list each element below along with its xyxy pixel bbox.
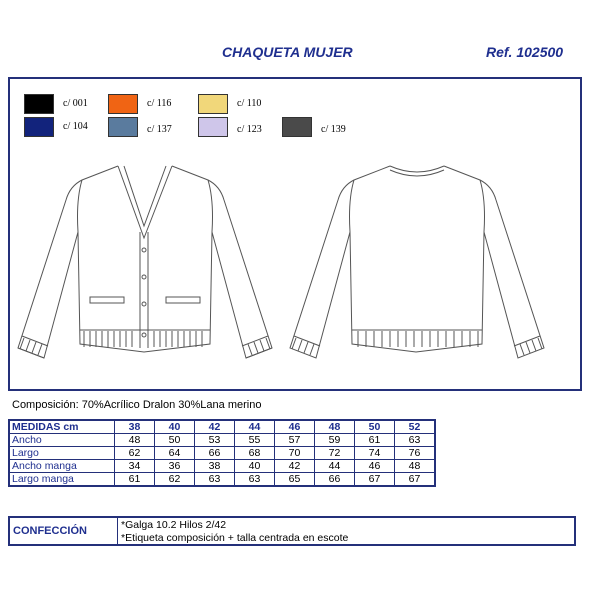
table-cell: 48 [115, 434, 155, 447]
row-label: Largo manga [9, 473, 115, 487]
table-cell: 53 [195, 434, 235, 447]
table-cell: 42 [275, 460, 315, 473]
table-cell: 66 [195, 447, 235, 460]
table-row [9, 473, 435, 487]
size-header: 46 [275, 420, 315, 434]
table-cell: 63 [195, 473, 235, 487]
table-cell: 65 [275, 473, 315, 487]
table-cell: 34 [115, 460, 155, 473]
measurements-table [8, 419, 436, 487]
table-header-label: MEDIDAS cm [9, 420, 115, 434]
table-cell: 66 [315, 473, 355, 487]
confeccion-box [8, 516, 576, 546]
reference-number: Ref. 102500 [486, 44, 564, 60]
size-header: 52 [395, 420, 436, 434]
cardigan-front-drawing [18, 166, 272, 358]
color-code-001: c/ 001 [63, 98, 88, 109]
size-header: 42 [195, 420, 235, 434]
confeccion-notes [118, 518, 348, 544]
color-code-137: c/ 137 [147, 124, 172, 135]
table-cell: 48 [395, 460, 436, 473]
table-cell: 38 [195, 460, 235, 473]
color-code-104: c/ 104 [63, 121, 88, 132]
row-label: Largo [9, 447, 115, 460]
table-header-row [9, 420, 435, 434]
table-cell: 62 [115, 447, 155, 460]
color-code-139: c/ 139 [321, 124, 346, 135]
size-header: 40 [155, 420, 195, 434]
size-header: 44 [235, 420, 275, 434]
confeccion-line: *Etiqueta composición + talla centrada en escote [121, 532, 349, 544]
table-cell: 74 [355, 447, 395, 460]
composition-text: Composición: 70%Acrílico Dralon 30%Lana merino [12, 399, 262, 411]
table-cell: 70 [275, 447, 315, 460]
confeccion-label: CONFECCIÓN [10, 518, 118, 544]
table-row [9, 460, 435, 473]
table-cell: 44 [315, 460, 355, 473]
table-cell: 62 [155, 473, 195, 487]
table-cell: 63 [235, 473, 275, 487]
cardigan-back-drawing [290, 166, 544, 358]
document-title: CHAQUETA MUJER [222, 44, 353, 60]
table-cell: 67 [355, 473, 395, 487]
table-cell: 68 [235, 447, 275, 460]
color-code-116: c/ 116 [147, 98, 172, 109]
table-cell: 63 [395, 434, 436, 447]
button-icons [142, 248, 146, 337]
table-cell: 67 [395, 473, 436, 487]
table-cell: 76 [395, 447, 436, 460]
table-cell: 57 [275, 434, 315, 447]
color-code-110: c/ 110 [237, 98, 262, 109]
table-cell: 40 [235, 460, 275, 473]
table-cell: 59 [315, 434, 355, 447]
table-row [9, 447, 435, 460]
table-cell: 50 [155, 434, 195, 447]
table-cell: 64 [155, 447, 195, 460]
table-cell: 61 [355, 434, 395, 447]
color-code-123: c/ 123 [237, 124, 262, 135]
row-label: Ancho [9, 434, 115, 447]
size-header: 38 [115, 420, 155, 434]
table-cell: 36 [155, 460, 195, 473]
table-cell: 72 [315, 447, 355, 460]
table-row [9, 434, 435, 447]
size-header: 48 [315, 420, 355, 434]
confeccion-line: *Galga 10.2 Hilos 2/42 [121, 519, 227, 531]
table-cell: 55 [235, 434, 275, 447]
row-label: Ancho manga [9, 460, 115, 473]
table-cell: 46 [355, 460, 395, 473]
table-cell: 61 [115, 473, 155, 487]
size-header: 50 [355, 420, 395, 434]
